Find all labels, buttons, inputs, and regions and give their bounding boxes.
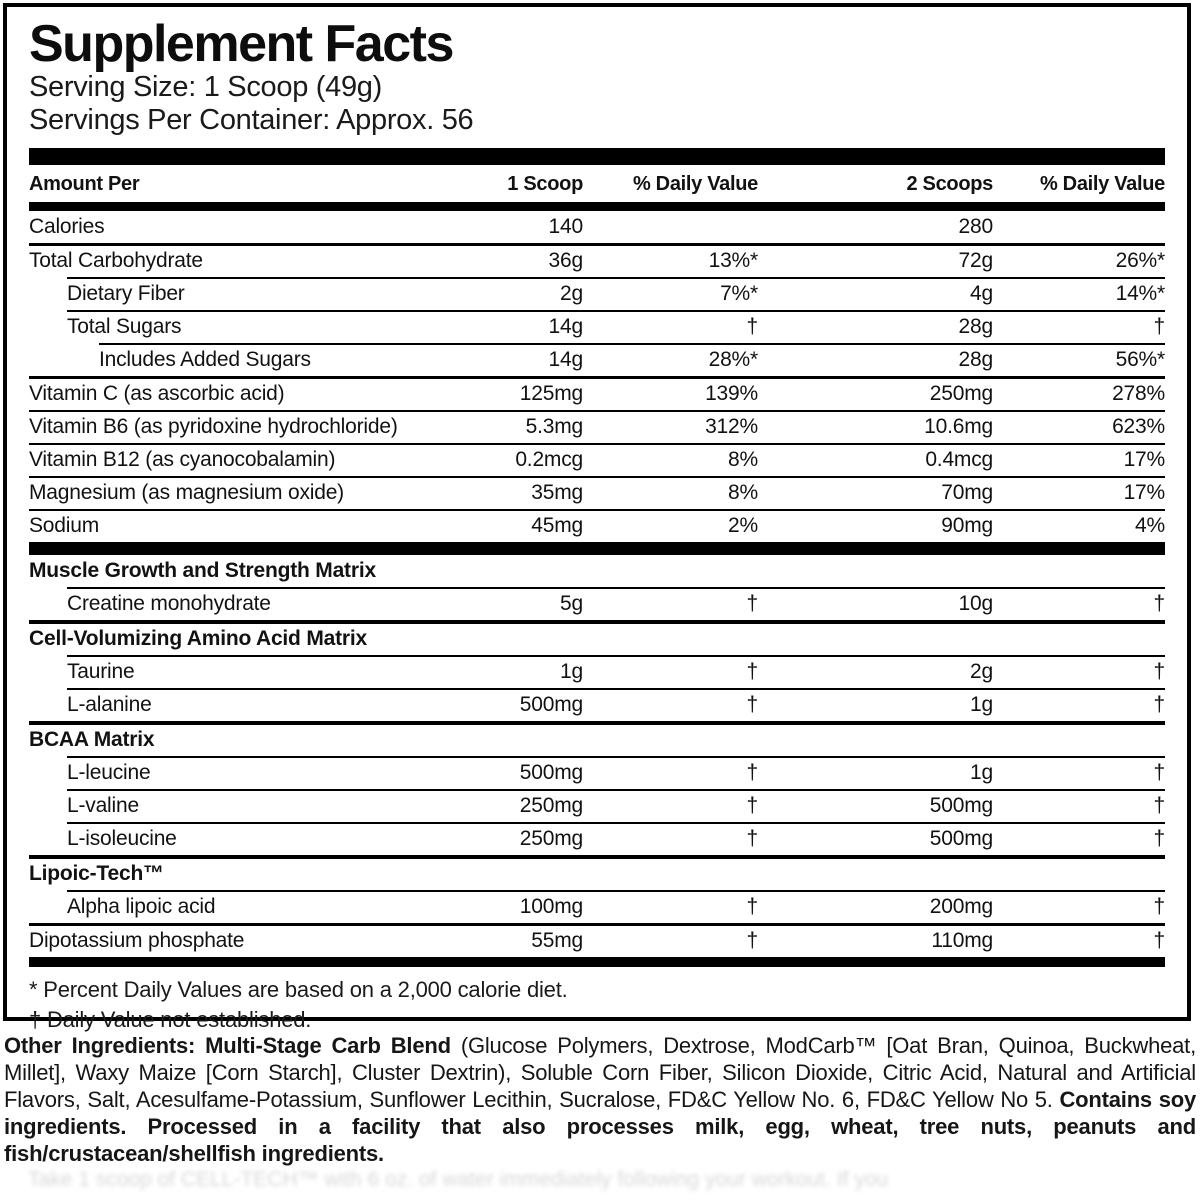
table-row-alpha-lipoic-acid	[67, 890, 1165, 923]
row-dv-2scoops: †	[1153, 895, 1165, 918]
row-amount-1scoop: 55mg	[531, 929, 583, 952]
row-name: Taurine	[67, 660, 135, 683]
row-name: Magnesium (as magnesium oxide)	[29, 481, 344, 504]
table-row-vitamin-b12	[29, 443, 1165, 476]
row-amount-2scoops: 90mg	[941, 514, 993, 537]
table-row-added-sugars	[99, 343, 1165, 376]
serving-size: Serving Size: 1 Scoop (49g)	[29, 71, 382, 103]
row-amount-1scoop: 2g	[560, 282, 583, 305]
row-amount-2scoops: 500mg	[929, 827, 993, 850]
row-dv-2scoops: 17%	[1123, 448, 1165, 471]
row-dv-1scoop: †	[746, 660, 758, 683]
row-name: Vitamin C (as ascorbic acid)	[29, 382, 285, 405]
header-daily-value-1: % Daily Value	[632, 173, 758, 195]
row-dv-2scoops: 623%	[1112, 415, 1165, 438]
table-row-taurine	[67, 655, 1165, 688]
row-dv-2scoops: †	[1153, 929, 1165, 952]
row-name: L-valine	[67, 794, 139, 817]
row-name: Dietary Fiber	[67, 282, 185, 305]
row-amount-1scoop: 140	[548, 215, 583, 238]
row-amount-2scoops: 500mg	[929, 794, 993, 817]
row-dv-1scoop: 2%	[728, 514, 758, 537]
row-amount-1scoop: 250mg	[519, 794, 583, 817]
panel-title: Supplement Facts	[29, 15, 453, 73]
table-row-l-isoleucine	[67, 822, 1165, 855]
row-dv-2scoops: †	[1153, 827, 1165, 850]
row-dv-1scoop: †	[746, 693, 758, 716]
row-amount-2scoops: 0.4mcg	[925, 448, 993, 471]
section-title: Cell-Volumizing Amino Acid Matrix	[29, 627, 367, 650]
row-dv-1scoop: †	[746, 794, 758, 817]
row-amount-1scoop: 125mg	[519, 382, 583, 405]
row-amount-2scoops: 72g	[958, 249, 993, 272]
section-title: Muscle Growth and Strength Matrix	[29, 559, 376, 582]
row-amount-2scoops: 28g	[958, 348, 993, 371]
row-amount-2scoops: 4g	[970, 282, 993, 305]
table-row-dipotassium-phosphate	[29, 923, 1165, 957]
row-name: Vitamin B12 (as cyanocobalamin)	[29, 448, 336, 471]
section-title: BCAA Matrix	[29, 728, 155, 751]
row-amount-2scoops: 10g	[958, 592, 993, 615]
row-dv-2scoops: 56%*	[1115, 348, 1165, 371]
header-amount-per: Amount Per	[29, 173, 140, 195]
divider-bar-top	[29, 148, 1165, 165]
table-row-total-sugars	[67, 310, 1165, 343]
table-row-creatine	[67, 587, 1165, 620]
row-dv-1scoop: 13%*	[708, 249, 758, 272]
row-amount-1scoop: 5g	[560, 592, 583, 615]
row-amount-1scoop: 500mg	[519, 693, 583, 716]
other-ingredients-label: Other Ingredients:	[4, 1033, 206, 1058]
row-amount-2scoops: 10.6mg	[924, 415, 993, 438]
row-amount-2scoops: 110mg	[931, 929, 993, 952]
row-dv-1scoop: 7%*	[720, 282, 758, 305]
row-dv-1scoop: †	[746, 592, 758, 615]
row-amount-1scoop: 14g	[548, 348, 583, 371]
row-dv-2scoops: †	[1153, 592, 1165, 615]
section-header-muscle-growth	[29, 555, 1165, 587]
row-amount-2scoops: 28g	[958, 315, 993, 338]
row-amount-1scoop: 5.3mg	[525, 415, 583, 438]
row-amount-2scoops: 1g	[970, 693, 993, 716]
row-name: Vitamin B6 (as pyridoxine hydrochloride)	[29, 415, 398, 438]
row-name: L-alanine	[67, 693, 152, 716]
servings-per-container: Servings Per Container: Approx. 56	[29, 104, 474, 136]
other-ingredients-paragraph	[4, 1032, 1196, 1167]
faint-directions-text: Take 1 scoop of CELL-TECH™ with 6 oz. of water immediately following your workout. If you	[28, 1168, 889, 1191]
column-header-row	[29, 165, 1165, 202]
section-header-lipoic-tech	[29, 855, 1165, 890]
row-name: Includes Added Sugars	[99, 348, 311, 371]
row-name: Total Carbohydrate	[29, 249, 203, 272]
row-amount-1scoop: 35mg	[531, 481, 583, 504]
row-dv-2scoops: 278%	[1112, 382, 1165, 405]
row-amount-2scoops: 280	[958, 215, 993, 238]
row-dv-1scoop: †	[746, 315, 758, 338]
header-daily-value-2: % Daily Value	[1039, 173, 1165, 195]
row-name: Total Sugars	[67, 315, 182, 338]
table-row-sodium	[29, 509, 1165, 542]
header-2-scoops: 2 Scoops	[906, 173, 993, 195]
table-row-l-valine	[67, 789, 1165, 822]
row-amount-1scoop: 500mg	[519, 761, 583, 784]
row-dv-1scoop: 139%	[705, 382, 758, 405]
row-name: Creatine monohydrate	[67, 592, 271, 615]
row-dv-1scoop: †	[746, 895, 758, 918]
row-dv-1scoop: †	[746, 827, 758, 850]
footnote-dagger: † Daily Value not established.	[29, 1007, 312, 1032]
carb-blend-name: Multi-Stage Carb Blend	[205, 1033, 461, 1058]
row-dv-1scoop: 8%	[728, 448, 758, 471]
row-dv-1scoop: †	[746, 929, 758, 952]
table-row-total-carbohydrate	[29, 243, 1165, 277]
table-row-vitamin-c	[29, 376, 1165, 410]
divider-bar-bottom	[29, 957, 1165, 967]
row-amount-2scoops: 200mg	[929, 895, 993, 918]
row-dv-2scoops: †	[1153, 693, 1165, 716]
section-header-cell-volumizing	[29, 620, 1165, 655]
allergen-statement: Contains soy ingredients. Processed in a facility that also processes milk, egg, wheat, tree nuts, peanuts and fish/crustacean/shellfish ingredients.	[4, 1087, 1197, 1166]
table-row-calories	[29, 211, 1165, 243]
row-name: Calories	[29, 215, 105, 238]
row-amount-2scoops: 2g	[970, 660, 993, 683]
table-row-dietary-fiber	[67, 277, 1165, 310]
row-dv-2scoops: 26%*	[1115, 249, 1165, 272]
divider-bar-header	[29, 202, 1165, 211]
footnotes	[29, 967, 1165, 1035]
row-amount-2scoops: 250mg	[929, 382, 993, 405]
row-dv-2scoops: †	[1153, 794, 1165, 817]
footnote-asterisk: * Percent Daily Values are based on a 2,000 calorie diet.	[29, 977, 568, 1002]
row-amount-1scoop: 0.2mcg	[515, 448, 583, 471]
header-1-scoop: 1 Scoop	[507, 173, 583, 195]
row-dv-2scoops: †	[1153, 660, 1165, 683]
row-dv-1scoop: 312%	[705, 415, 758, 438]
row-name: L-isoleucine	[67, 827, 177, 850]
row-dv-1scoop: 8%	[728, 481, 758, 504]
row-dv-2scoops: 17%	[1123, 481, 1165, 504]
row-amount-1scoop: 36g	[548, 249, 583, 272]
row-dv-2scoops: 14%*	[1115, 282, 1165, 305]
row-amount-1scoop: 14g	[548, 315, 583, 338]
ingredients-list: (Glucose Polymers, Dextrose, ModCarb™ [Oat Bran, Quinoa, Buckwheat, Millet], Waxy Maize [Corn Starch], Cluster Dextrin), Soluble Corn Fiber, Silicon Dioxide, Citric Acid, Natural and Artificial Flavors, Salt, Acesulfame-Potassium, Sunflower Lecithin, Sucralose, FD&C Yellow No. 6, FD&C Yellow No 5.	[4, 1033, 1197, 1112]
row-name: Alpha lipoic acid	[67, 895, 216, 918]
row-amount-1scoop: 250mg	[519, 827, 583, 850]
section-title: Lipoic-Tech™	[29, 862, 164, 885]
row-name: Sodium	[29, 514, 100, 537]
row-dv-2scoops: 4%	[1135, 514, 1165, 537]
table-row-magnesium	[29, 476, 1165, 509]
table-row-l-alanine	[67, 688, 1165, 721]
divider-bar-mid	[29, 542, 1165, 555]
row-amount-1scoop: 45mg	[531, 514, 583, 537]
table-row-l-leucine	[67, 756, 1165, 789]
row-amount-1scoop: 1g	[560, 660, 583, 683]
row-amount-2scoops: 1g	[970, 761, 993, 784]
row-dv-2scoops: †	[1153, 315, 1165, 338]
row-name: L-leucine	[67, 761, 151, 784]
section-header-bcaa	[29, 721, 1165, 756]
row-dv-2scoops: †	[1153, 761, 1165, 784]
table-row-vitamin-b6	[29, 410, 1165, 443]
row-dv-1scoop: 28%*	[708, 348, 758, 371]
row-amount-1scoop: 100mg	[519, 895, 583, 918]
supplement-facts-panel	[3, 3, 1191, 1032]
row-amount-2scoops: 70mg	[941, 481, 993, 504]
row-dv-1scoop: †	[746, 761, 758, 784]
row-name: Dipotassium phosphate	[29, 929, 245, 952]
